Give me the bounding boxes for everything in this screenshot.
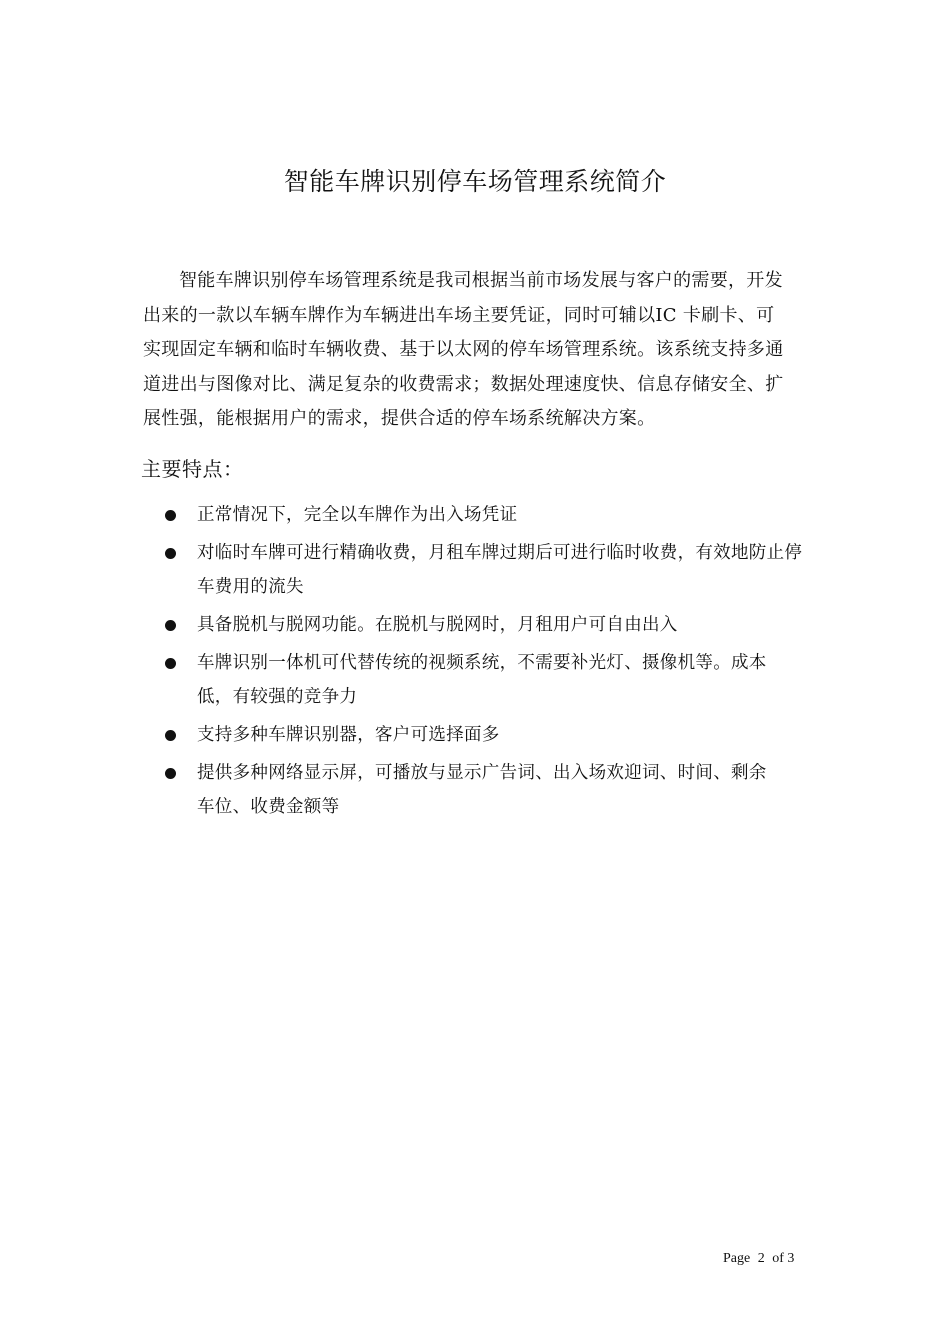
intro-line: 智能车牌识别停车场管理系统是我司根据当前市场发展与客户的需要，开发 xyxy=(179,270,783,291)
feature-text: 对临时车牌可进行精确收费，月租车牌过期后可进行临时收费，有效地防止停 xyxy=(197,543,803,563)
page-footer xyxy=(723,1249,798,1269)
bullet-icon xyxy=(165,730,176,741)
feature-text: 提供多种网络显示屏，可播放与显示广告词、出入场欢迎词、时间、剩余 xyxy=(197,763,767,783)
page-label: Page xyxy=(723,1251,751,1266)
feature-text: 低，有较强的竞争力 xyxy=(197,687,358,707)
bullet-icon xyxy=(165,768,176,779)
bullet-icon xyxy=(165,658,176,669)
intro-line: 实现固定车辆和临时车辆收费、基于以太网的停车场管理系统。该系统支持多通 xyxy=(143,339,784,360)
feature-item xyxy=(160,608,860,642)
feature-text: 车位、收费金额等 xyxy=(197,797,340,817)
feature-text: 车牌识别一体机可代替传统的视频系统，不需要补光灯、摄像机等。成本 xyxy=(197,653,767,673)
feature-text: 具备脱机与脱网功能。在脱机与脱网时，月租用户可自由出入 xyxy=(197,615,678,635)
bullet-icon xyxy=(165,548,176,559)
intro-line: 出来的一款以车辆车牌作为车辆进出车场主要凭证，同时可辅以IC 卡刷卡、可 xyxy=(143,304,775,326)
feature-item xyxy=(160,718,860,752)
feature-item xyxy=(160,536,860,604)
intro-line: 展性强，能根据用户的需求，提供合适的停车场系统解决方案。 xyxy=(143,408,656,429)
feature-text: 支持多种车牌识别器，客户可选择面多 xyxy=(197,725,500,745)
bullet-icon xyxy=(165,620,176,631)
feature-item xyxy=(160,498,860,532)
intro-line: 道进出与图像对比、满足复杂的收费需求；数据处理速度快、信息存储安全、扩 xyxy=(143,373,784,395)
feature-item xyxy=(160,646,860,714)
bullet-icon xyxy=(165,510,176,521)
page-total: of 3 xyxy=(772,1251,795,1266)
intro-paragraph xyxy=(143,264,833,437)
features-list xyxy=(160,498,860,828)
feature-text: 车费用的流失 xyxy=(197,577,304,597)
document-title: 智能车牌识别停车场管理系统简介 xyxy=(283,167,667,196)
page-number: 2 xyxy=(757,1251,765,1266)
features-heading: 主要特点： xyxy=(141,457,244,481)
feature-text: 正常情况下，完全以车牌作为出入场凭证 xyxy=(197,505,518,525)
feature-item xyxy=(160,756,860,824)
